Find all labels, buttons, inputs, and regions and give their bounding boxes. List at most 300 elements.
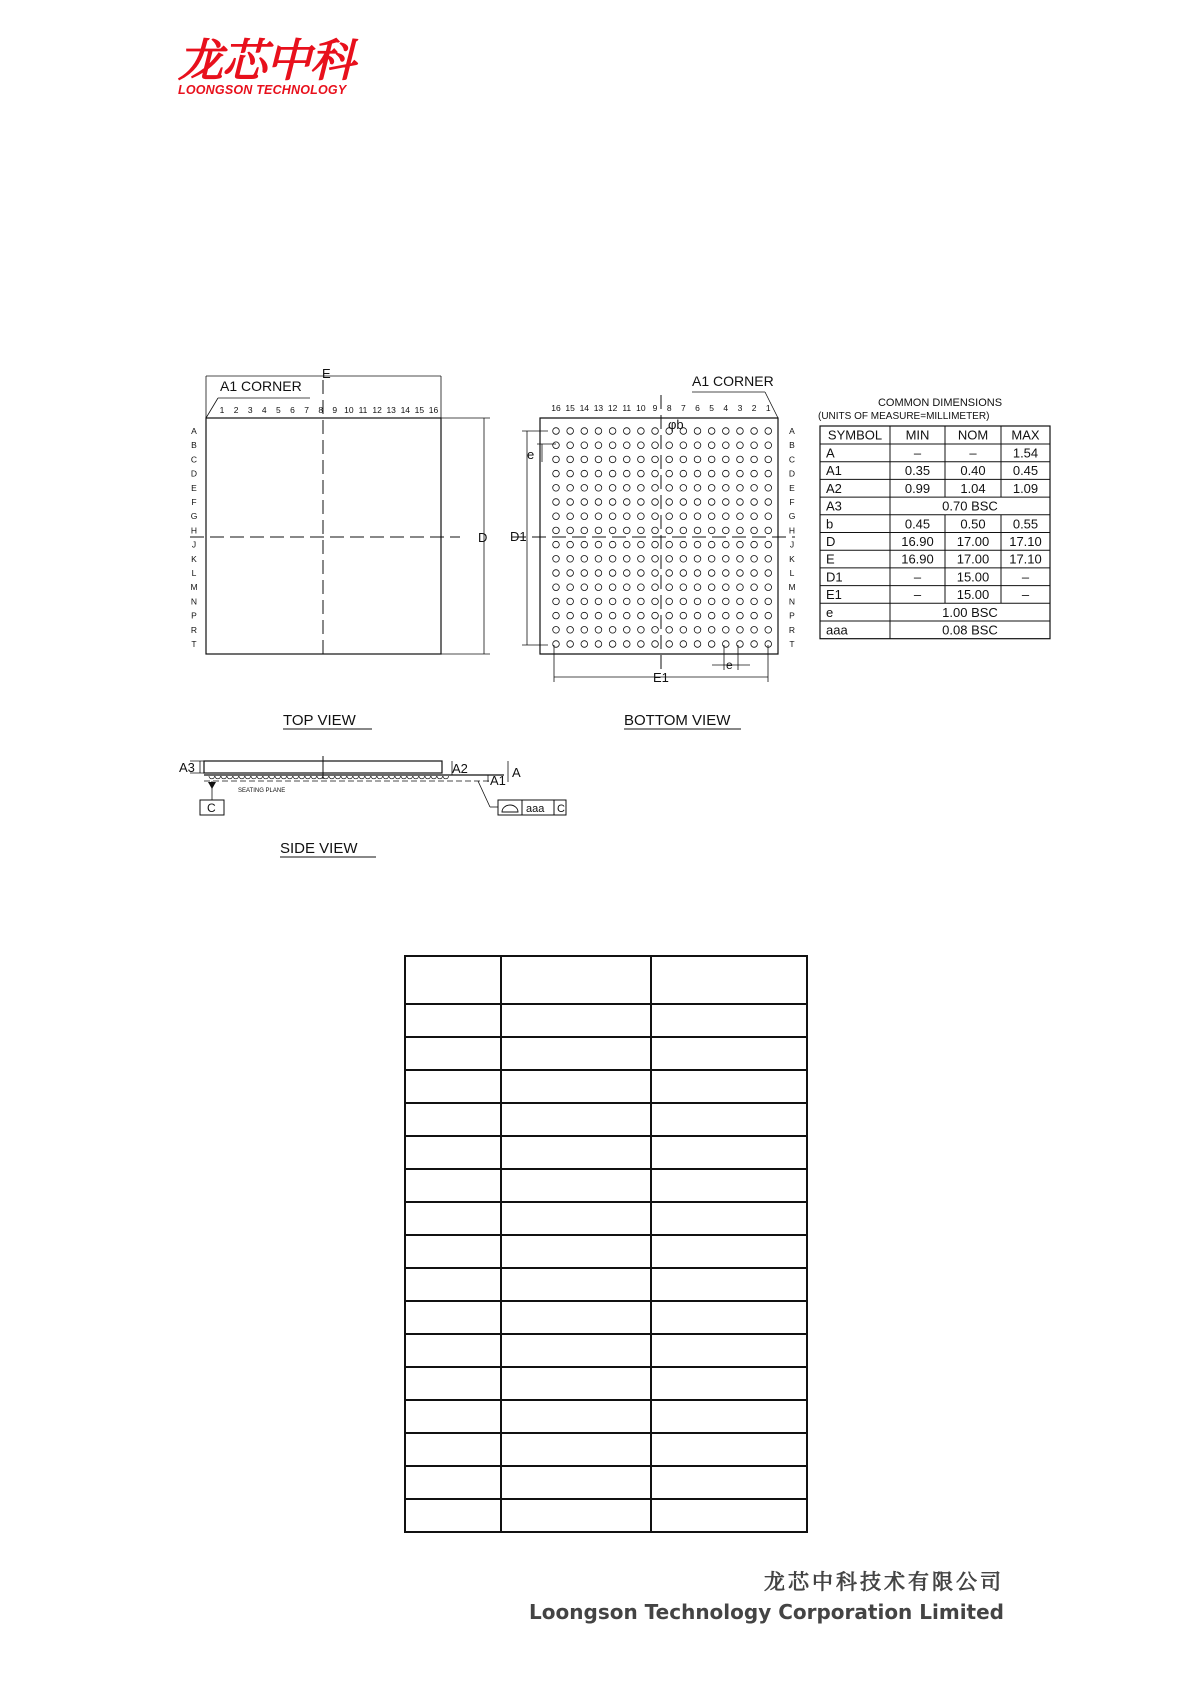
top-row-label: C: [190, 454, 198, 465]
solder-ball: [666, 556, 673, 563]
table-cell: [501, 1037, 651, 1070]
solder-ball: [567, 485, 574, 492]
bottom-row-label: K: [789, 553, 795, 564]
table-cell: [405, 1499, 501, 1532]
dimension-symbol: E1: [826, 587, 842, 603]
side-solder-ball: [371, 776, 377, 779]
side-solder-ball: [443, 776, 449, 779]
solder-ball: [623, 513, 630, 520]
bottom-column-label: 14: [579, 403, 590, 413]
solder-ball: [680, 584, 687, 591]
dimension-min: –: [913, 569, 922, 585]
solder-ball: [666, 527, 673, 534]
top-row-label: K: [191, 553, 197, 564]
solder-ball: [666, 485, 673, 492]
bottom-row-label: H: [788, 525, 796, 536]
solder-ball: [737, 499, 744, 506]
top-column-label: 10: [344, 405, 354, 415]
table-cell: [405, 1301, 501, 1334]
dimension-nom: 15.00: [956, 569, 990, 585]
solder-ball: [638, 485, 645, 492]
solder-ball: [751, 627, 758, 634]
solder-ball: [737, 584, 744, 591]
solder-ball: [708, 612, 715, 619]
table-row: [405, 1004, 807, 1037]
top-column-label: 3: [247, 405, 253, 415]
solder-ball: [723, 627, 730, 634]
table-cell: [651, 1202, 807, 1235]
solder-ball: [638, 442, 645, 449]
bottom-column-label: 10: [636, 403, 646, 413]
solder-ball: [737, 485, 744, 492]
solder-ball: [652, 541, 659, 548]
solder-ball: [652, 527, 659, 534]
solder-ball: [595, 598, 602, 605]
top-column-label: 12: [372, 405, 382, 415]
side-solder-ball: [323, 776, 329, 779]
solder-ball: [737, 612, 744, 619]
solder-ball: [595, 470, 602, 477]
top-row-label: E: [191, 482, 197, 493]
table-cell: [501, 1499, 651, 1532]
solder-ball: [609, 584, 616, 591]
solder-ball: [623, 485, 630, 492]
dimension-symbol: D: [826, 534, 836, 549]
solder-ball: [652, 627, 659, 634]
solder-ball: [638, 584, 645, 591]
dimension-merged-value: 0.70 BSC: [942, 498, 998, 514]
side-solder-ball: [359, 776, 365, 779]
solder-ball: [751, 527, 758, 534]
solder-ball: [680, 627, 687, 634]
solder-ball: [723, 541, 730, 548]
solder-ball: [623, 527, 630, 534]
solder-ball: [595, 485, 602, 492]
solder-ball: [609, 570, 616, 577]
table-cell: [405, 1103, 501, 1136]
solder-ball: [567, 527, 574, 534]
solder-ball: [581, 456, 588, 463]
solder-ball: [623, 612, 630, 619]
solder-ball: [694, 527, 701, 534]
table-cell: [405, 1004, 501, 1037]
solder-ball: [680, 470, 687, 477]
solder-ball: [581, 556, 588, 563]
solder-ball: [765, 485, 772, 492]
bottom-column-label: 5: [709, 403, 715, 413]
solder-ball: [737, 570, 744, 577]
solder-ball: [595, 641, 602, 648]
flatness-tolerance: aaa: [526, 803, 545, 815]
dimension-max: –: [1021, 587, 1030, 603]
table-row: [405, 1268, 807, 1301]
dimension-merged-value: 1.00 BSC: [942, 604, 998, 620]
solder-ball: [694, 556, 701, 563]
solder-ball: [581, 485, 588, 492]
top-column-label: 4: [261, 405, 267, 415]
solder-ball: [666, 570, 673, 577]
table-cell: [501, 1169, 651, 1202]
solder-ball: [765, 499, 772, 506]
solder-ball: [723, 641, 730, 648]
solder-ball: [567, 470, 574, 477]
solder-ball: [609, 612, 616, 619]
solder-ball: [708, 627, 715, 634]
solder-ball: [737, 513, 744, 520]
solder-ball: [652, 456, 659, 463]
bottom-view: [510, 373, 796, 729]
flatness-datum: C: [557, 803, 565, 815]
solder-ball: [638, 527, 645, 534]
table-cell: [501, 1004, 651, 1037]
side-solder-ball: [329, 776, 335, 779]
solder-ball: [595, 456, 602, 463]
table-row: [405, 1301, 807, 1334]
dimension-max: 1.09: [1012, 480, 1039, 496]
top-view: [190, 366, 490, 729]
solder-ball: [553, 499, 560, 506]
solder-ball: [680, 456, 687, 463]
top-row-label: D: [190, 468, 198, 479]
side-solder-ball: [305, 776, 311, 779]
solder-ball: [694, 513, 701, 520]
solder-ball: [652, 584, 659, 591]
solder-ball: [567, 627, 574, 634]
bottom-row-label: L: [789, 568, 795, 578]
dimension-max: 1.54: [1012, 445, 1039, 461]
solder-ball: [553, 584, 560, 591]
top-row-label: F: [191, 497, 197, 507]
solder-ball: [765, 612, 772, 619]
solder-ball: [553, 470, 560, 477]
solder-ball: [694, 584, 701, 591]
bottom-column-label: 1: [765, 403, 771, 413]
top-row-label: P: [191, 610, 197, 621]
solder-ball: [609, 527, 616, 534]
side-solder-ball: [425, 776, 431, 779]
top-column-label: 13: [386, 405, 396, 415]
solder-ball: [652, 442, 659, 449]
table-cell: [405, 1169, 501, 1202]
solder-ball: [652, 499, 659, 506]
side-solder-ball: [335, 776, 341, 779]
dim-a1-label: A1: [490, 773, 506, 788]
footer: [529, 1566, 1004, 1624]
solder-ball: [723, 584, 730, 591]
solder-ball: [623, 442, 630, 449]
bottom-view-title: BOTTOM VIEW: [624, 712, 731, 729]
dimension-min: 0.99: [904, 480, 931, 496]
solder-ball: [708, 456, 715, 463]
solder-ball: [666, 627, 673, 634]
side-solder-ball: [263, 776, 269, 779]
side-solder-ball: [377, 776, 383, 779]
dimension-symbol: A: [826, 445, 835, 461]
solder-ball: [708, 470, 715, 477]
bottom-row-label: J: [789, 539, 795, 550]
solder-ball: [609, 513, 616, 520]
solder-ball: [595, 428, 602, 435]
bottom-view-outline: [540, 418, 778, 654]
solder-ball: [680, 527, 687, 534]
bottom-row-label: G: [788, 511, 796, 522]
dimension-symbol: A3: [826, 498, 842, 514]
table-cell: [651, 1235, 807, 1268]
dimension-min: 0.35: [904, 463, 931, 479]
side-solder-ball: [251, 776, 257, 779]
solder-ball: [553, 598, 560, 605]
solder-ball: [723, 442, 730, 449]
solder-ball: [623, 541, 630, 548]
dimension-nom: 0.40: [960, 463, 986, 479]
dimension-max: –: [1021, 569, 1030, 585]
solder-ball: [666, 470, 673, 477]
solder-ball: [737, 598, 744, 605]
solder-ball: [694, 442, 701, 449]
solder-ball: [680, 556, 687, 563]
dimension-min: –: [913, 587, 922, 603]
solder-ball: [553, 612, 560, 619]
bottom-column-label: 16: [551, 403, 561, 413]
solder-ball: [623, 470, 630, 477]
table-row: [405, 1037, 807, 1070]
solder-ball: [708, 584, 715, 591]
side-solder-ball: [275, 776, 281, 779]
solder-ball: [723, 612, 730, 619]
solder-ball: [609, 627, 616, 634]
side-solder-ball: [215, 776, 221, 779]
solder-ball: [609, 556, 616, 563]
side-solder-ball: [209, 776, 215, 779]
bottom-column-label: 15: [565, 403, 575, 413]
solder-ball: [694, 627, 701, 634]
solder-ball: [595, 556, 602, 563]
table-cell: [651, 1103, 807, 1136]
side-solder-ball: [317, 776, 323, 779]
table-cell: [501, 1136, 651, 1169]
table-cell: [651, 956, 807, 1004]
table-cell: [651, 1499, 807, 1532]
table-cell: [651, 1268, 807, 1301]
top-row-label: L: [191, 568, 197, 578]
solder-ball: [737, 456, 744, 463]
solder-ball: [567, 499, 574, 506]
dimension-max: 17.10: [1009, 534, 1042, 549]
solder-ball: [694, 485, 701, 492]
solder-ball: [765, 470, 772, 477]
top-row-label: N: [190, 596, 198, 607]
table-cell: [405, 1268, 501, 1301]
bottom-column-label: 8: [666, 403, 672, 413]
solder-ball: [666, 442, 673, 449]
solder-ball: [666, 598, 673, 605]
table-cell: [651, 1400, 807, 1433]
solder-ball: [581, 513, 588, 520]
table-cell: [405, 1070, 501, 1103]
solder-ball: [708, 485, 715, 492]
table-row: [405, 1202, 807, 1235]
table-row: [405, 1499, 807, 1532]
top-a1-corner-label: A1 CORNER: [220, 378, 302, 394]
solder-ball: [680, 513, 687, 520]
solder-ball: [553, 442, 560, 449]
solder-ball: [765, 442, 772, 449]
top-column-label: 14: [400, 405, 411, 415]
solder-ball: [666, 641, 673, 648]
dimensions-header: MAX: [1011, 427, 1040, 443]
solder-ball: [567, 584, 574, 591]
solder-ball: [553, 485, 560, 492]
side-solder-ball: [269, 776, 275, 779]
table-cell: [405, 1037, 501, 1070]
bottom-column-label: 6: [695, 403, 700, 413]
table-cell: [501, 1400, 651, 1433]
solder-ball: [567, 442, 574, 449]
solder-ball: [581, 570, 588, 577]
solder-ball: [595, 499, 602, 506]
dimension-max: 17.10: [1009, 551, 1042, 567]
top-column-label: 2: [233, 405, 239, 415]
table-cell: [501, 1202, 651, 1235]
dimensions-subtitle: (UNITS OF MEASURE=MILLIMETER): [818, 411, 990, 422]
dimension-max: 0.55: [1012, 516, 1039, 532]
solder-ball: [595, 584, 602, 591]
side-solder-ball: [281, 776, 287, 779]
solder-ball: [737, 428, 744, 435]
solder-ball: [751, 485, 758, 492]
top-row-label: R: [190, 624, 198, 635]
solder-ball: [581, 598, 588, 605]
solder-ball: [680, 541, 687, 548]
solder-ball: [751, 513, 758, 520]
solder-ball: [666, 499, 673, 506]
solder-ball: [680, 598, 687, 605]
side-solder-ball: [245, 776, 251, 779]
table-cell: [501, 1301, 651, 1334]
side-solder-ball: [347, 776, 353, 779]
seating-plane-label: SEATING PLANE: [238, 788, 286, 794]
dim-a-label: A: [512, 765, 521, 780]
solder-ball: [680, 570, 687, 577]
solder-ball: [751, 470, 758, 477]
logo-english: LOONGSON TECHNOLOGY: [178, 83, 347, 97]
bottom-column-label: 11: [622, 403, 632, 413]
dimension-nom: 0.50: [960, 516, 986, 532]
dimension-merged-value: 0.08 BSC: [942, 622, 998, 638]
table-cell: [405, 956, 501, 1004]
dimensions-header: NOM: [957, 427, 989, 443]
solder-ball: [567, 513, 574, 520]
bottom-column-label: 4: [723, 403, 729, 413]
solder-ball: [652, 570, 659, 577]
solder-ball: [765, 584, 772, 591]
table-cell: [405, 1202, 501, 1235]
table-row: [405, 1136, 807, 1169]
solder-ball: [581, 541, 588, 548]
solder-ball: [751, 641, 758, 648]
solder-ball: [623, 598, 630, 605]
dimension-min: –: [913, 445, 922, 461]
table-row: [405, 1433, 807, 1466]
solder-ball: [708, 641, 715, 648]
solder-ball: [581, 470, 588, 477]
bottom-column-label: 13: [593, 403, 604, 413]
side-solder-ball: [401, 776, 407, 779]
solder-ball: [652, 485, 659, 492]
table-cell: [501, 1433, 651, 1466]
top-column-label: 15: [414, 405, 425, 415]
bottom-row-label: B: [789, 440, 795, 451]
solder-ball: [553, 570, 560, 577]
side-solder-ball: [257, 776, 263, 779]
dimension-nom: 1.04: [960, 480, 986, 496]
solder-ball: [623, 556, 630, 563]
top-column-label: 11: [358, 405, 368, 415]
solder-ball: [723, 556, 730, 563]
bottom-column-label: 9: [652, 403, 658, 413]
bottom-row-label: P: [789, 610, 795, 621]
solder-ball: [567, 641, 574, 648]
solder-ball: [567, 598, 574, 605]
table-cell: [651, 1070, 807, 1103]
bottom-row-label: T: [789, 639, 795, 649]
solder-ball: [652, 641, 659, 648]
solder-ball: [567, 556, 574, 563]
table-row: [405, 956, 807, 1004]
solder-ball: [708, 556, 715, 563]
solder-ball: [694, 612, 701, 619]
solder-ball: [638, 470, 645, 477]
top-row-label: H: [190, 525, 198, 536]
dimension-max: 0.45: [1012, 463, 1039, 479]
solder-ball: [708, 598, 715, 605]
solder-ball: [765, 556, 772, 563]
solder-ball: [638, 612, 645, 619]
table-cell: [405, 1367, 501, 1400]
dimension-symbol: D1: [826, 569, 843, 585]
solder-ball: [708, 541, 715, 548]
solder-ball: [638, 513, 645, 520]
side-solder-ball: [395, 776, 401, 779]
solder-ball: [694, 641, 701, 648]
dimension-symbol: E: [826, 551, 835, 567]
table-cell: [651, 1004, 807, 1037]
solder-ball: [581, 499, 588, 506]
table-row: [405, 1070, 807, 1103]
solder-ball: [751, 556, 758, 563]
solder-ball: [765, 513, 772, 520]
dim-d1-label: D1: [510, 529, 527, 544]
dimension-nom: 17.00: [956, 534, 990, 549]
dim-e-label: E: [322, 366, 331, 381]
flatness-icon: [502, 805, 518, 812]
table-cell: [651, 1367, 807, 1400]
solder-ball: [765, 456, 772, 463]
solder-ball: [581, 627, 588, 634]
solder-ball: [609, 456, 616, 463]
solder-ball: [765, 428, 772, 435]
table-row: [405, 1169, 807, 1202]
dimension-nom: –: [969, 445, 977, 461]
table-row: [405, 1400, 807, 1433]
solder-ball: [609, 470, 616, 477]
side-solder-ball: [437, 776, 443, 779]
table-row: [405, 1334, 807, 1367]
solder-ball: [638, 641, 645, 648]
bottom-a1-corner-label: A1 CORNER: [692, 373, 774, 389]
solder-ball: [553, 541, 560, 548]
dimension-min: 16.90: [901, 534, 934, 549]
